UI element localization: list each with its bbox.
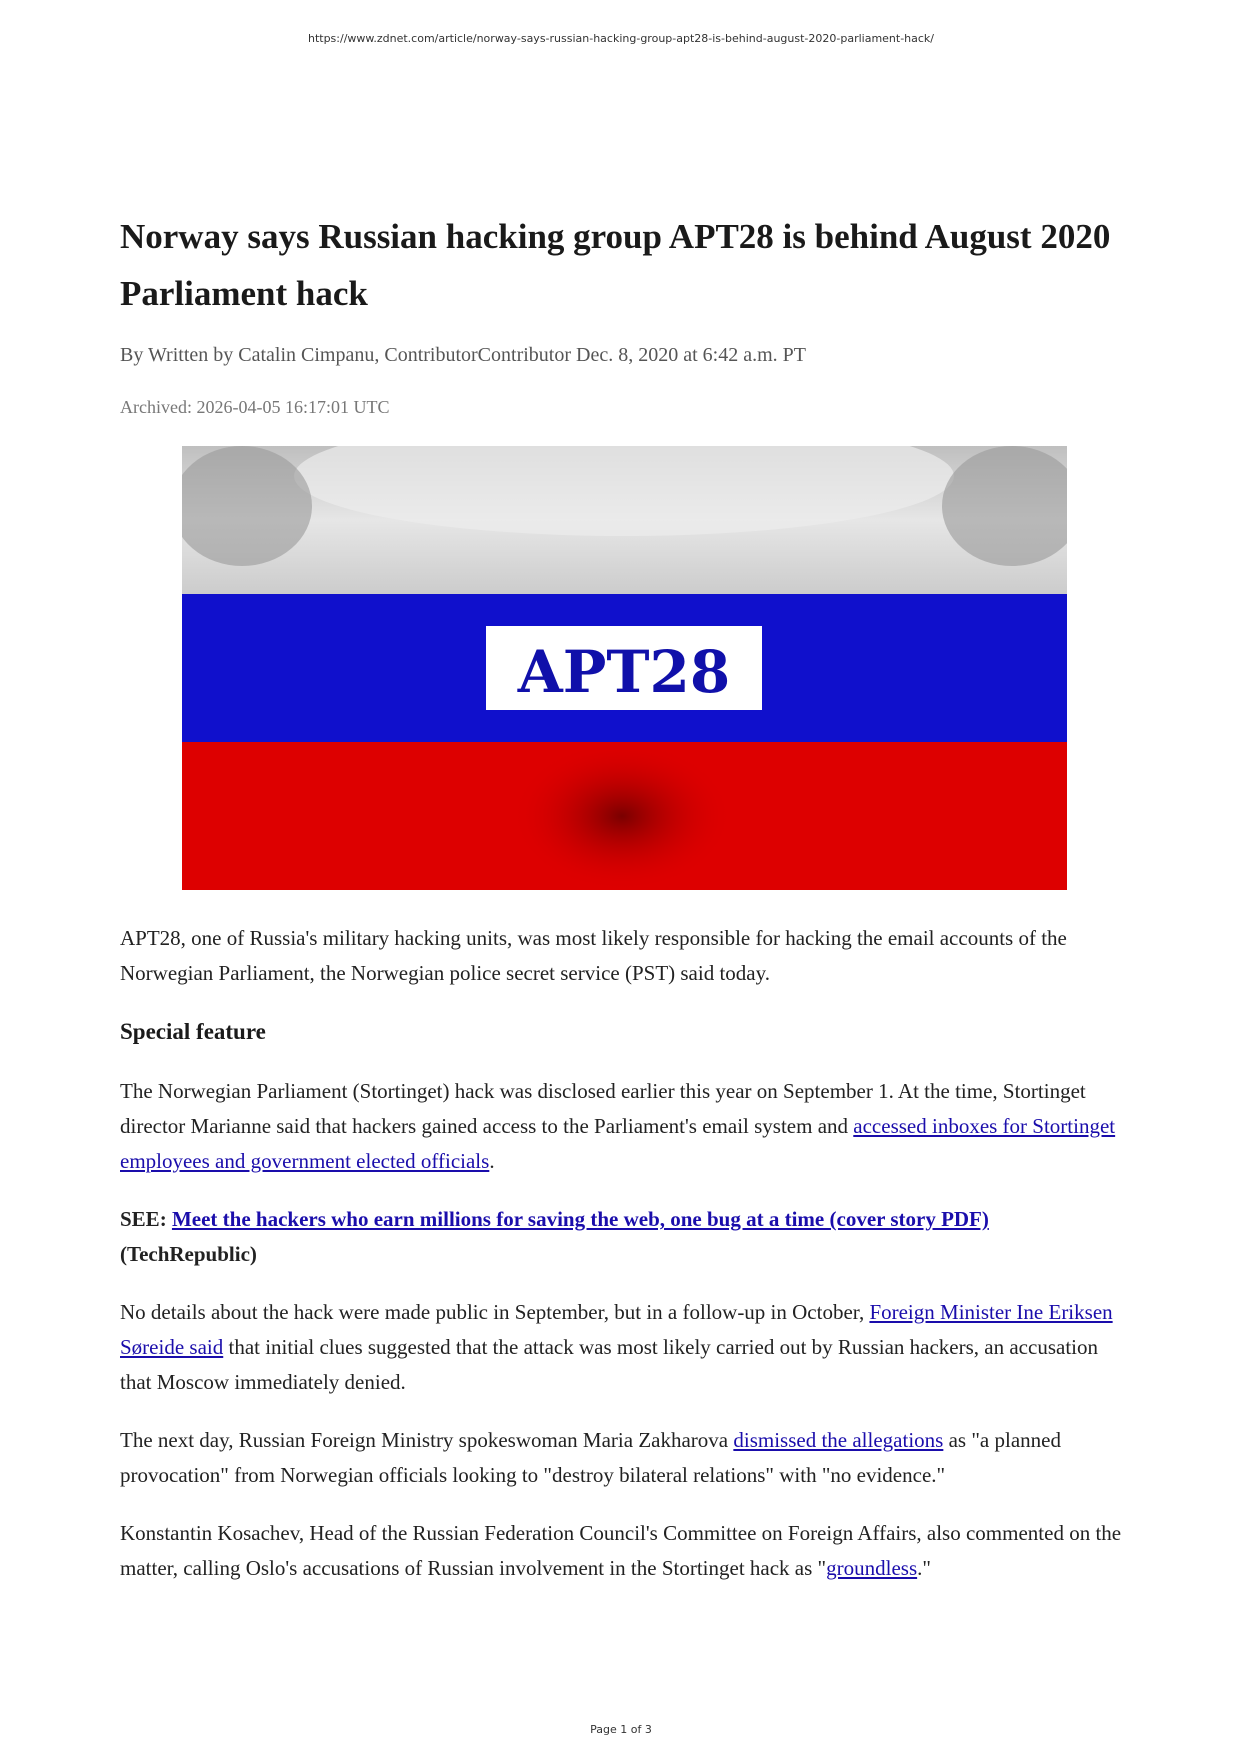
page-url: https://www.zdnet.com/article/norway-says-russian-hacking-group-apt28-is-behind-august-2020-parliament-hack/ xyxy=(307,32,935,45)
article-title: Norway says Russian hacking group APT28 is behind August 2020 Parliament hack xyxy=(120,217,1111,313)
link-meet-the-hackers[interactable]: Meet the hackers who earn millions for saving the web, one bug at a time (cover story PDF) xyxy=(171,1207,989,1231)
paragraph-followup: No details about the hack were made public in September, but in a follow-up in October, Foreign Minister Ine Eriksen Søreide said that initial clues suggested that the attack was most likely carried out by Russian hackers, an accusation that Moscow immediately denied. xyxy=(120,1300,1113,1394)
paragraph-kosachev: Konstantin Kosachev, Head of the Russian Federation Council's Committee on Foreign Affairs, also commented on the matter, calling Oslo's accusations of Russian involvement in the Stortinget hack as "groundless." xyxy=(120,1521,1122,1580)
article-body xyxy=(120,921,1130,1609)
hero-image xyxy=(182,446,1067,890)
archived-timestamp: Archived: 2026-04-05 16:17:01 UTC xyxy=(120,397,390,417)
page-number: Page 1 of 3 xyxy=(590,1723,652,1736)
link-accessed-inboxes[interactable]: accessed inboxes for Stortinget employees and government elected officials xyxy=(120,1114,1116,1173)
see-also: SEE: Meet the hackers who earn millions for saving the web, one bug at a time (cover story PDF) (TechRepublic) xyxy=(120,1207,989,1266)
link-foreign-minister[interactable]: Foreign Minister Ine Eriksen Søreide said xyxy=(120,1300,1113,1359)
paragraph-zakharova: The next day, Russian Foreign Ministry spokeswoman Maria Zakharova dismissed the allegations as "a planned provocation" from Norwegian officials looking to "destroy bilateral relations" with "no evidence." xyxy=(120,1428,1061,1487)
article-byline: By Written by Catalin Cimpanu, ContributorContributor Dec. 8, 2020 at 6:42 a.m. PT xyxy=(120,344,806,366)
paragraph-intro: APT28, one of Russia's military hacking units, was most likely responsible for hacking the email accounts of the Norwegian Parliament, the Norwegian police secret service (PST) said today. xyxy=(120,926,1067,985)
link-dismissed-allegations[interactable]: dismissed the allegations xyxy=(733,1428,944,1452)
link-groundless[interactable]: groundless xyxy=(826,1556,918,1580)
apt28-badge-text: APT28 xyxy=(517,638,731,706)
paragraph-disclosure: The Norwegian Parliament (Stortinget) hack was disclosed earlier this year on September 1. At the time, Stortinget director Marianne said that hackers gained access to the Parliament's email system and accessed inboxes for Stortinget employees and government elected officials. xyxy=(120,1079,1116,1173)
special-feature-heading: Special feature xyxy=(120,1019,266,1044)
